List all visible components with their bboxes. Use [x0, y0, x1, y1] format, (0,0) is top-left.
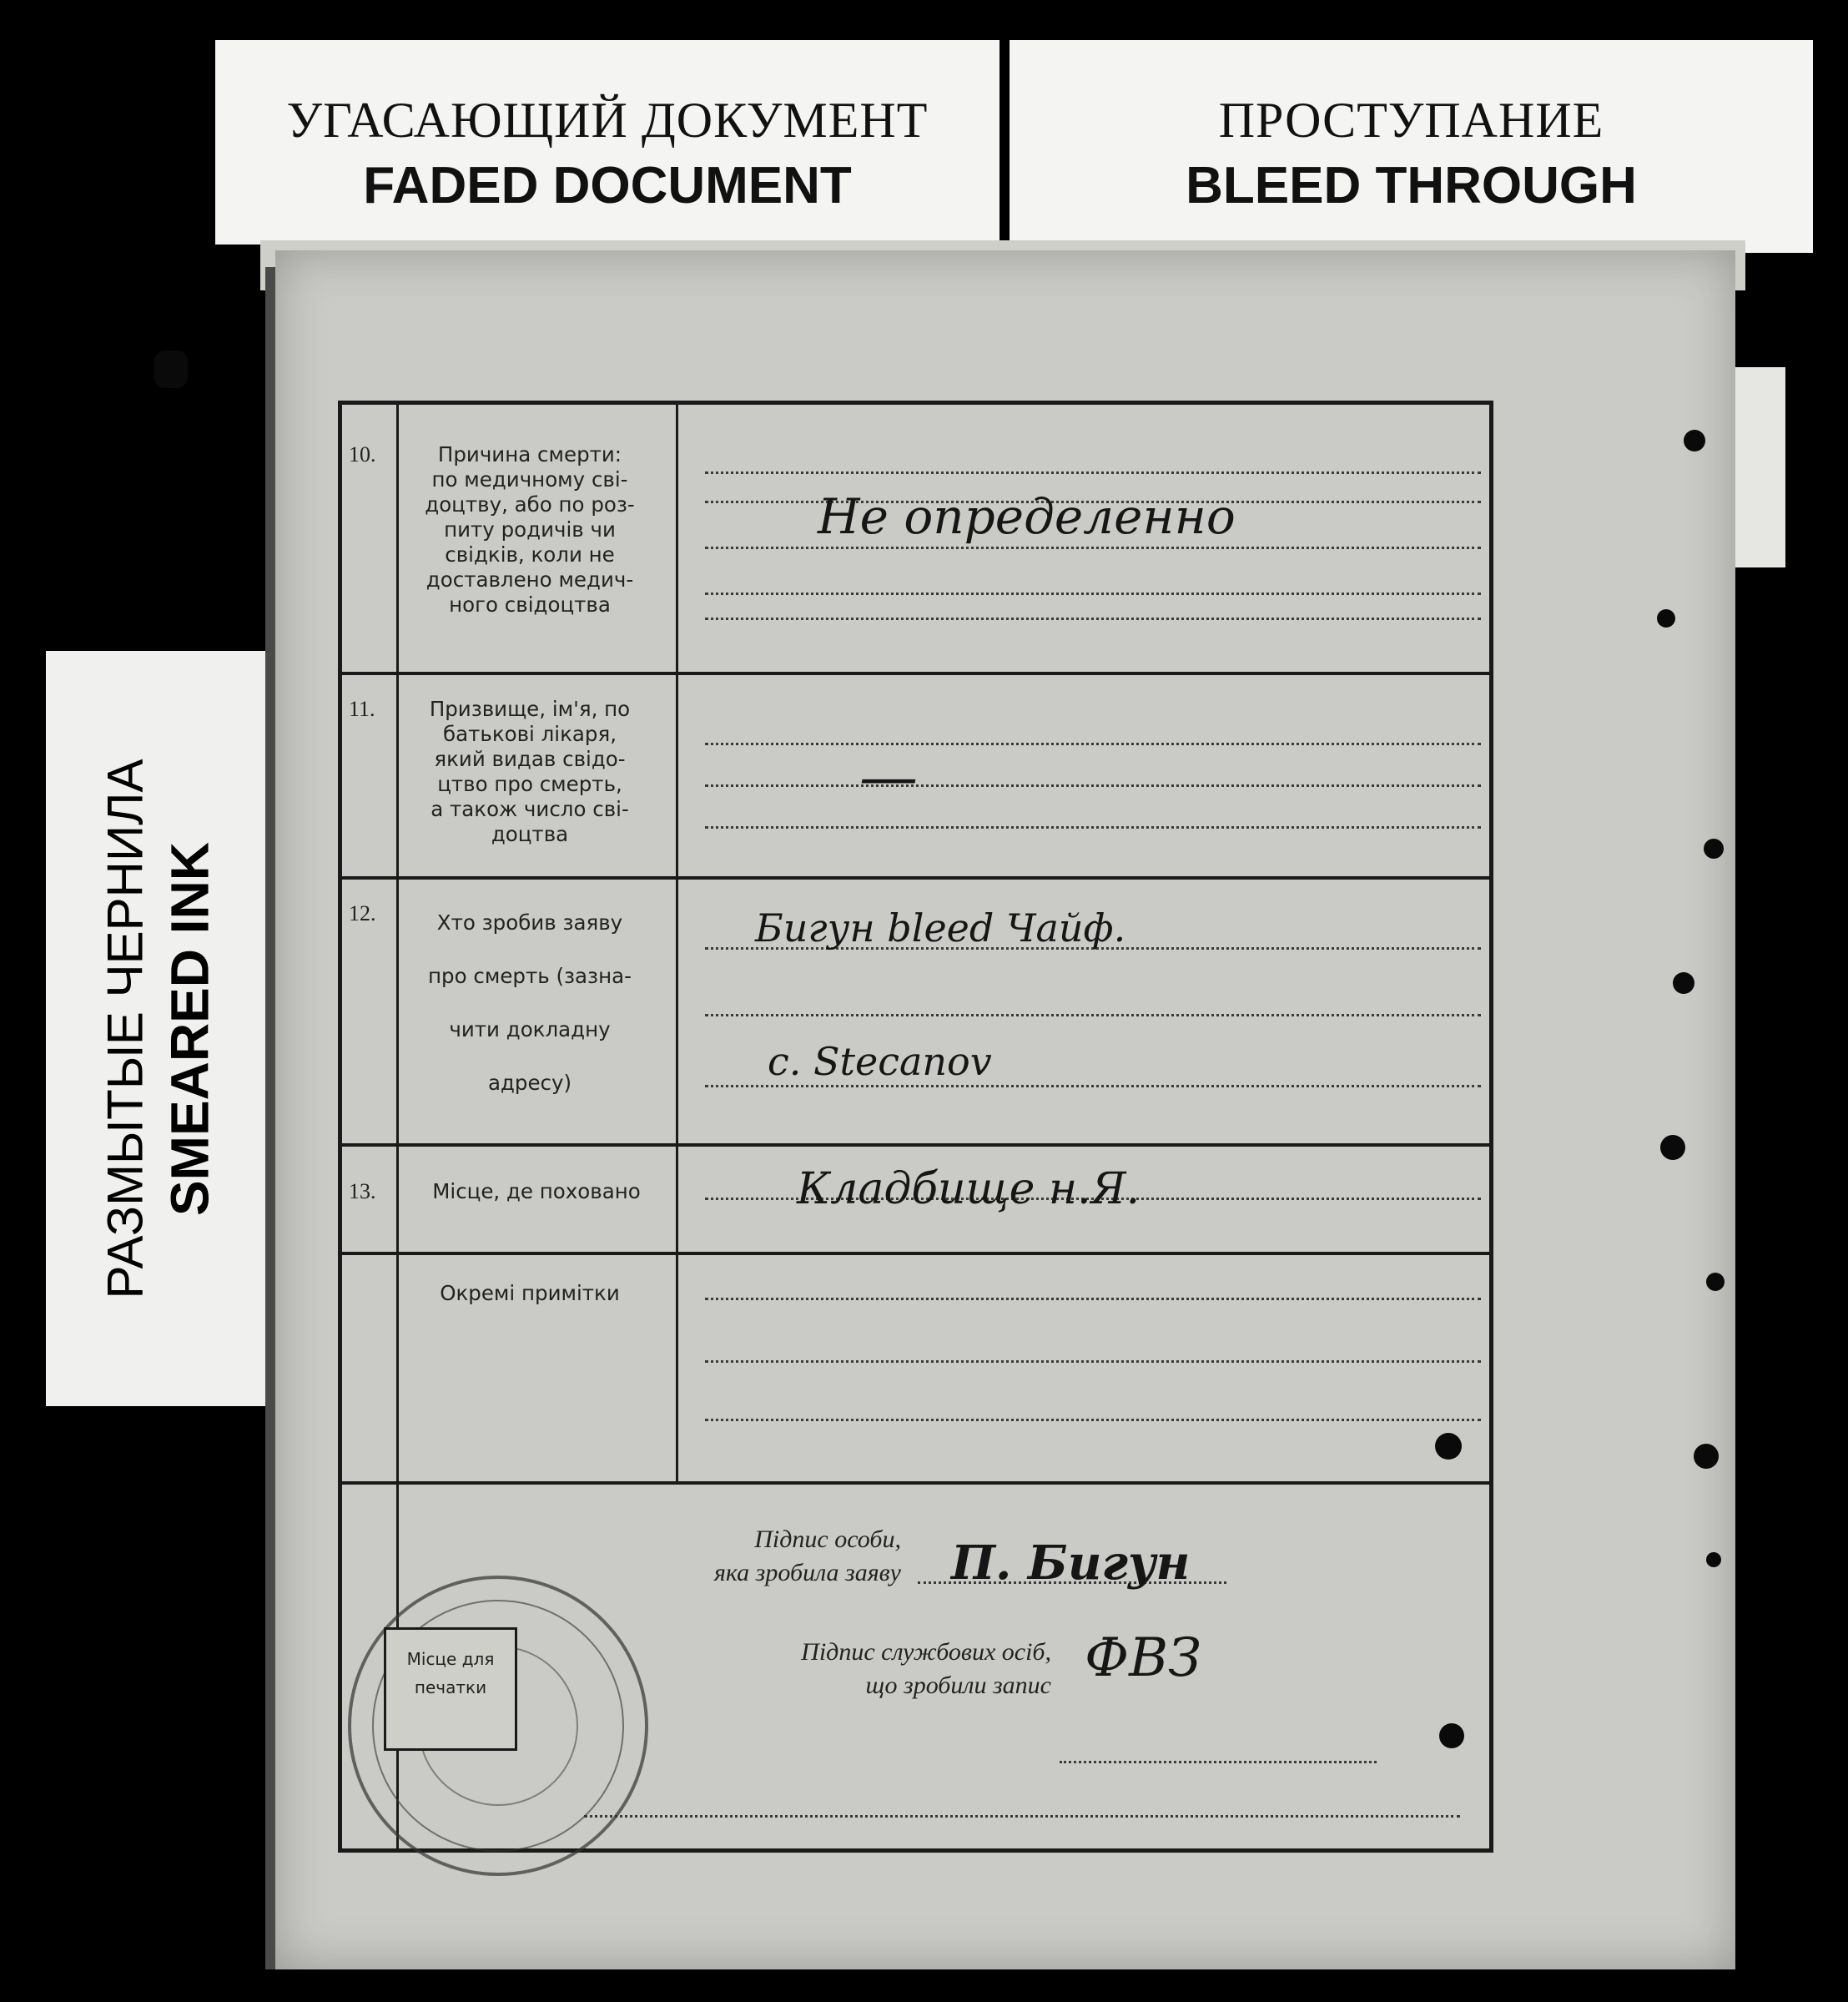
dotted-line [705, 784, 1481, 787]
row-label-burial-place: Місце, де поховано [432, 1179, 641, 1203]
dotted-line [705, 472, 1481, 474]
punch-hole [1660, 1135, 1685, 1160]
handwriting-declarant-address: с. Stecanov [768, 1039, 992, 1084]
row-number: 11. [349, 697, 375, 721]
dotted-line [705, 743, 1481, 745]
bleed-through-label [1010, 40, 1813, 253]
row-number: 12. [349, 901, 376, 925]
dotted-line [705, 618, 1481, 620]
row-label-notes: Окремі примітки [440, 1281, 620, 1305]
bleed-label-en: BLEED THROUGH [1186, 157, 1637, 214]
smeared-ink-label [46, 651, 271, 1406]
row-number: 13. [349, 1179, 376, 1203]
row-label-doctor: Призвище, ім'я, по батькові лікаря, який видав свідо- цтво про смерть, а також число сві- доцтва [429, 697, 631, 846]
handwriting-declarant-name: Бигун bleed Чайф. [755, 905, 1126, 951]
dotted-line [705, 1360, 1481, 1363]
row-divider [342, 1143, 1489, 1147]
row-divider [342, 876, 1489, 880]
handwriting-doctor: — [859, 743, 918, 811]
punch-hole [1706, 1273, 1725, 1291]
punch-hole [1657, 609, 1675, 628]
bleed-label-ru: ПРОСТУПАНИЕ [1218, 93, 1604, 148]
punch-hole [1704, 839, 1724, 859]
applicant-signature: П. Бигун [951, 1536, 1191, 1591]
stamp-placeholder-label: Місце для печатки [406, 1649, 495, 1697]
dotted-line [1060, 1761, 1377, 1763]
row-divider [342, 672, 1489, 675]
dotted-line [705, 1085, 1481, 1087]
handwriting-burial: Кладбище н.Я. [797, 1164, 1141, 1214]
dotted-line [705, 1014, 1481, 1016]
punch-hole [1439, 1723, 1464, 1748]
punch-hole [1694, 1444, 1719, 1469]
dotted-line [705, 826, 1481, 829]
dotted-line [705, 1419, 1481, 1421]
dotted-line [705, 1298, 1481, 1300]
dotted-line [705, 593, 1481, 595]
applicant-signature-caption: Підпис особи, яка зробила заяву [713, 1525, 901, 1586]
smeared-label-ru: РАЗМЫТЫЕ ЧЕРНИЛА [97, 758, 154, 1299]
row-divider [342, 1481, 1489, 1485]
faded-label-ru: УГАСАЮЩИЙ ДОКУМЕНТ [286, 93, 929, 148]
faded-label-en: FADED DOCUMENT [363, 157, 852, 214]
handwriting-cause: Не определенно [818, 488, 1236, 545]
column-divider-label [676, 405, 678, 1481]
punch-hole [1673, 972, 1694, 994]
row-label-cause-of-death: Причина смерти: по медичному сві- доцтву, або по роз- питу родичів чи свідків, коли не доставлено медич- ного свідоцтва [425, 442, 635, 617]
dotted-line [584, 1815, 1460, 1818]
row-label-declarant: Хто зробив заяву про смерть (зазна- чити докладну адресу) [428, 910, 632, 1095]
smeared-label-en: SMEARED INK [159, 841, 220, 1216]
punch-hole [1684, 430, 1705, 451]
stamp-placeholder-box [384, 1627, 517, 1751]
dotted-line [705, 547, 1481, 549]
row-number: 10. [349, 442, 376, 466]
officials-signature: ФВЗ [1085, 1627, 1202, 1689]
paper-tab [154, 350, 188, 388]
officials-signature-caption: Підпис службових осіб, що зробили запис [801, 1638, 1051, 1699]
punch-hole [1435, 1433, 1462, 1460]
punch-hole [1706, 1552, 1721, 1567]
row-divider [342, 1252, 1489, 1255]
faded-document-label [215, 40, 1000, 245]
